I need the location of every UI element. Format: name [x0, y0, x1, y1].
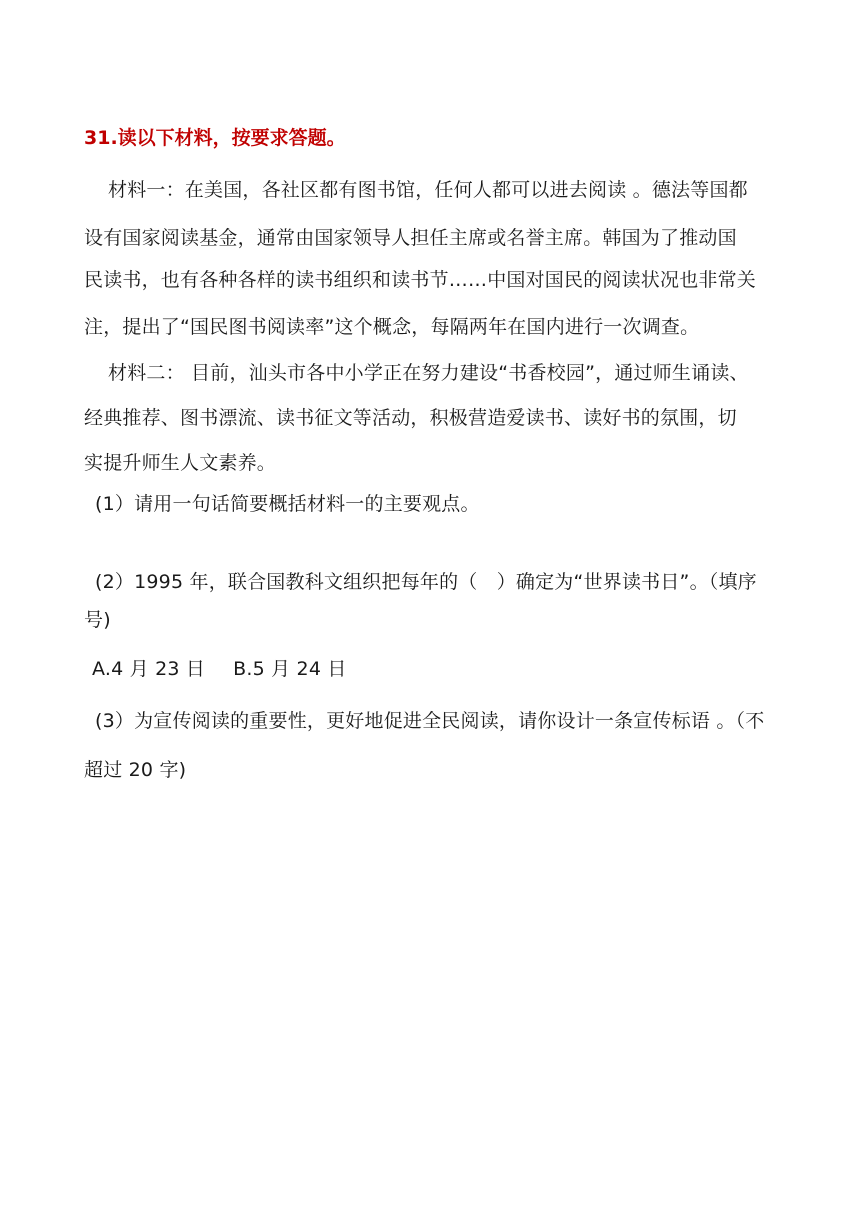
material-one-line-3: 民读书，也有各种各样的读书组织和读书节……中国对国民的阅读状况也非常关	[84, 269, 757, 291]
option-b: B.5 月 24 日	[233, 658, 347, 680]
question-two-line-2: 号)	[84, 609, 111, 631]
question-three-line-1: (3）为宣传阅读的重要性，更好地促进全民阅读，请你设计一条宣传标语 。（不	[95, 710, 765, 732]
material-two-line-2: 经典推荐、图书漂流、读书征文等活动，积极营造爱读书、读好书的氛围，切	[84, 407, 737, 429]
option-a: A.4 月 23 日	[92, 658, 206, 680]
question-two-line-1: (2）1995 年，联合国教科文组织把每年的（ ）确定为“世界读书日”。（填序	[95, 571, 757, 593]
material-two-line-3: 实提升师生人文素养。	[84, 452, 277, 474]
question-three-line-2: 超过 20 字)	[84, 759, 187, 781]
question-two-options	[92, 655, 347, 683]
material-one-line-2: 设有国家阅读基金，通常由国家领导人担任主席或名誉主席。韩国为了推动国	[84, 227, 737, 249]
material-two-line-1: 材料二： 目前，汕头市各中小学正在努力建设“书香校园”，通过师生诵读、	[108, 362, 749, 384]
question-title: 31.读以下材料，按要求答题。	[84, 127, 346, 149]
question-one: (1）请用一句话简要概括材料一的主要观点。	[95, 493, 480, 515]
material-one-line-1: 材料一：在美国，各社区都有图书馆，任何人都可以进去阅读 。德法等国都	[108, 179, 748, 201]
material-one-line-4: 注，提出了“国民图书阅读率”这个概念，每隔两年在国内进行一次调查。	[84, 316, 700, 338]
